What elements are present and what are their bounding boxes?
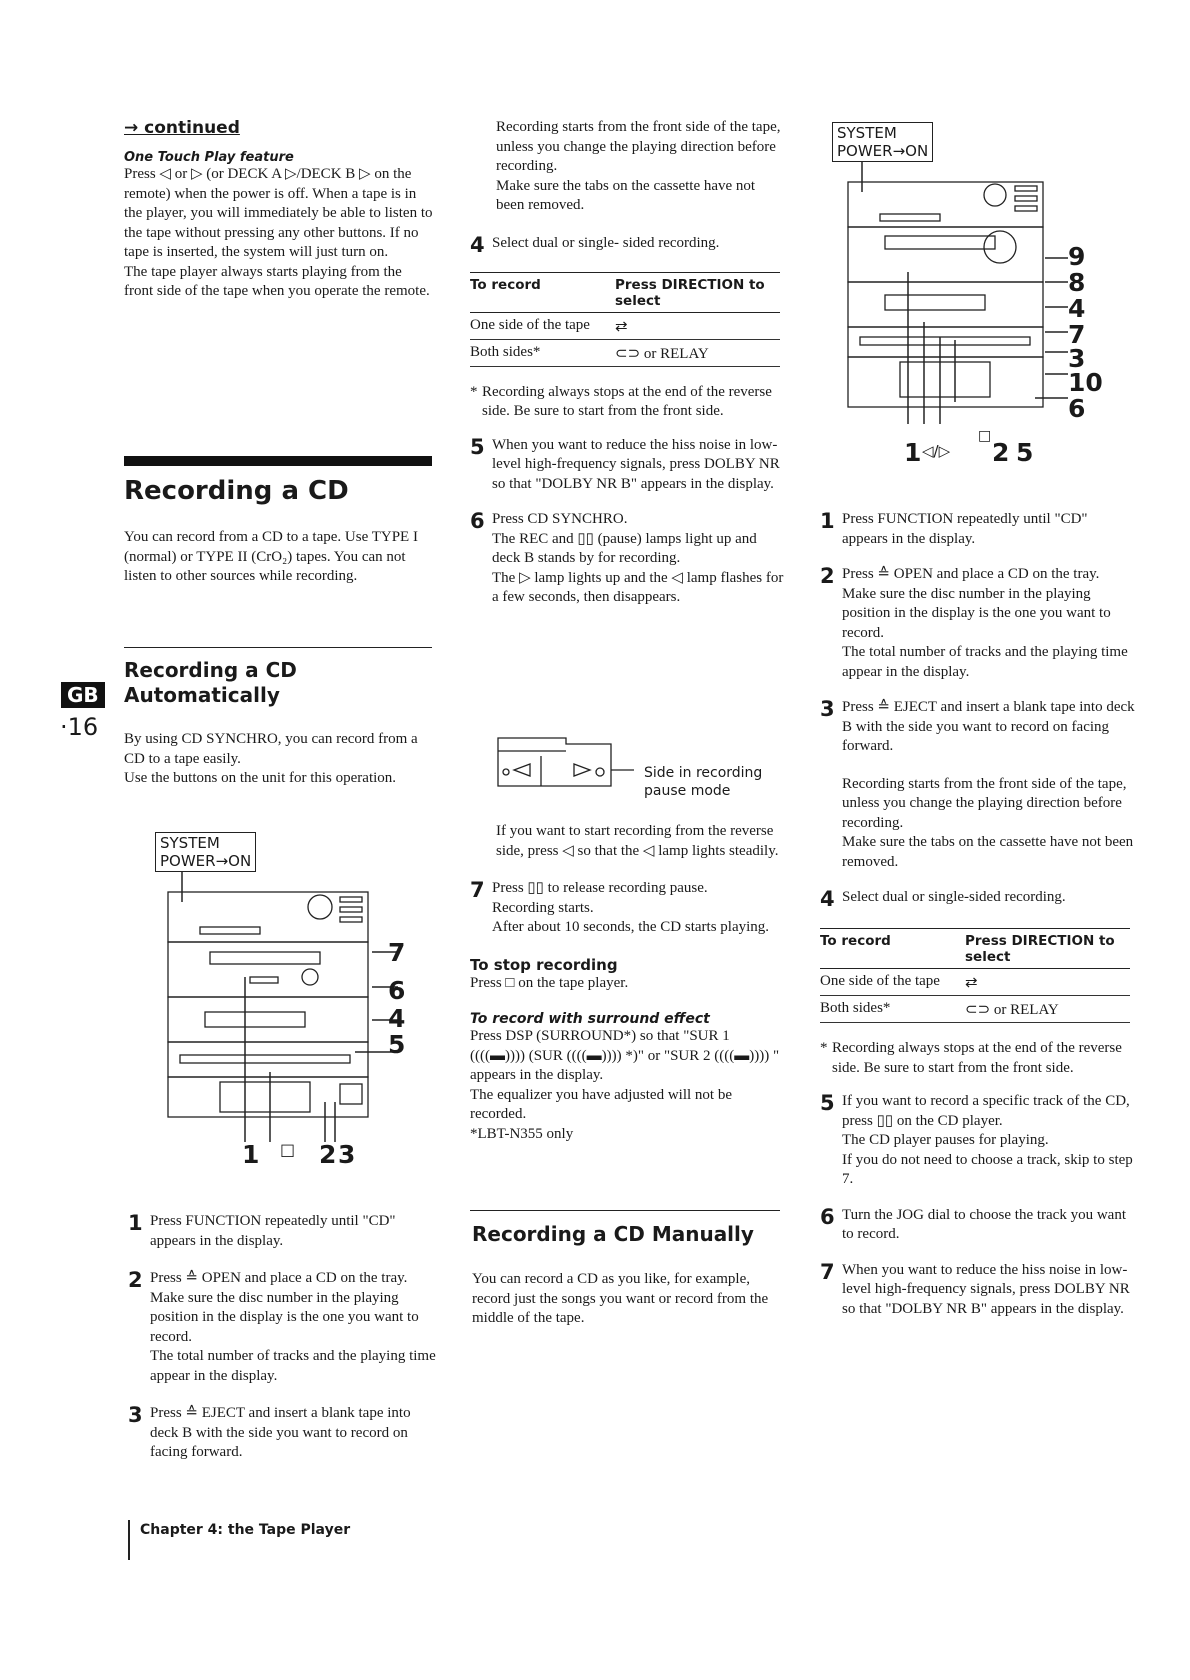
right-step-7 [820,1261,1136,1320]
table-cell: Both sides* [470,339,615,366]
surround-text-3: *LBT-N355 only [470,1125,574,1142]
stereo-unit-figure-left [160,872,420,1152]
page-number: ·16 [60,713,99,741]
middle-step-7 [470,879,786,938]
step-number: 2 [820,564,835,588]
power-on-label: POWER→ON [837,142,929,160]
middle-column [470,118,786,608]
step-extra-2: The ▷ lamp lights up and the ◁ lamp flashes for a few seconds, then disappears. [492,569,784,605]
table-footnote-right: * Recording always stops at the end of the reverse side. Be sure to start from the front side. [820,1039,1136,1078]
callout-3: 3 [338,1140,356,1169]
table-cell: One side of the tape [470,312,615,339]
step-text: Press ≙ OPEN and place a CD on the tray. [842,566,1100,582]
lamp-caption-line-1: Side in recording [644,765,763,781]
step-extra-2: If you do not need to choose a track, skip to step 7. [842,1151,1133,1187]
auto-intro-text-2: Use the buttons on the unit for this operation. [124,770,397,786]
step-text: Press ≙ EJECT and insert a blank tape into deck B with the side you want to record on facing forward. [150,1405,411,1460]
middle-column-lower [470,822,786,1144]
system-label: SYSTEM [160,834,220,852]
continued-label: → continued [124,118,240,138]
section-intro: You can record from a CD to a tape. Use TYPE I (normal) or TYPE II (CrO₂) tapes. You can not listen to other sources while recording. [124,529,418,584]
step-extra: The CD player pauses for playing. [842,1132,1049,1148]
step-text: Select dual or single-sided recording. [842,889,1066,905]
callout-5-right: 5 [1016,438,1034,467]
left-column [124,118,434,302]
lamp-indicator-figure [496,736,646,796]
table-cell: ⇄ [615,312,780,339]
callout-6-right: 6 [1068,394,1086,423]
table-footnote: * Recording always stops at the end of the reverse side. Be sure to start from the front side. [470,383,786,422]
callout-stop: □ [280,1140,296,1159]
footer-chapter: Chapter 4: the Tape Player [140,1522,351,1538]
table-cell: ⇄ [965,969,1130,996]
step-extra-2: The total number of tracks and the playing time appear in the display. [842,644,1128,680]
step-number: 1 [820,509,835,533]
step-text: Press CD SYNCHRO. [492,511,628,527]
system-power-label-right [832,122,933,162]
middle-step-4 [470,234,786,256]
table-header-direction: Press DIRECTION to select [965,929,1130,969]
step-1 [128,1212,438,1251]
callout-9: 9 [1068,242,1086,271]
callout-1-right: 1 [904,438,922,467]
table-cell: ⊂⊃ or RELAY [965,996,1130,1023]
right-step-6 [820,1206,1136,1245]
gb-badge: GB [61,682,105,708]
step-extra-2: Make sure the tabs on the cassette have not been removed. [842,834,1134,870]
step-number: 6 [820,1204,835,1229]
direction-table-right [820,928,1130,1023]
middle-step-6 [470,510,786,608]
right-step-5 [820,1092,1136,1190]
step-text: Press ≙ EJECT and insert a blank tape into deck B with the side you want to record on facing forward. [842,699,1135,754]
surround-title: To record with surround effect [470,1011,710,1027]
callout-direction: ◁/▷ [922,442,951,460]
step-extra-2: The total number of tracks and the playing time appear in the display. [150,1348,436,1384]
footer-rule [128,1520,130,1560]
right-step-3 [820,698,1136,872]
step-number: 5 [820,1091,835,1115]
feature-title: One Touch Play feature [124,150,294,165]
right-column [820,510,1136,1319]
middle-step-5 [470,436,786,495]
step-number: 7 [470,878,485,902]
lamp-caption [644,764,762,800]
table-cell: One side of the tape [820,969,965,996]
right-step-4 [820,888,1136,910]
feature-body-2: The tape player always starts playing from the front side of the tape when you operate the remote. [124,263,430,299]
table-header-record: To record [820,929,965,969]
callout-3-right: 3 [1068,344,1086,373]
section-title: Recording a CD [124,476,349,506]
middle-intro: Recording starts from the front side of the tape, unless you change the playing direction before recording. [496,119,781,174]
step-extra: Make sure the disc number in the playing position in the display is the one you want to record. [842,585,1111,641]
step-number: 6 [470,509,485,533]
callout-8: 8 [1068,268,1086,297]
step-text: Select dual or single- sided recording. [492,234,720,251]
stereo-unit-figure-right [840,162,1070,430]
table-row [470,339,780,366]
step-text: When you want to reduce the hiss noise in low-level high-frequency signals, press DOLBY NR so that "DOLBY NR B" appears in the display. [842,1261,1130,1317]
step-text: Press ▯▯ to release recording pause. [492,880,708,896]
table-row [820,996,1130,1023]
callout-4-right: 4 [1068,294,1086,323]
step-number: 1 [128,1211,143,1235]
step-number: 4 [820,887,835,911]
auto-intro [124,730,424,789]
step-text: Turn the JOG dial to choose the track you want to record. [842,1206,1126,1242]
system-label: SYSTEM [837,124,897,142]
step-number: 2 [128,1268,143,1292]
auto-intro-text: By using CD SYNCHRO, you can record from a CD to a tape easily. [124,731,418,767]
footnote-text: Recording always stops at the end of the reverse side. Be sure to start from the front side. [482,383,772,419]
callout-5: 5 [388,1030,406,1059]
step-2 [128,1269,438,1386]
system-power-label [155,832,256,872]
left-steps [128,1212,438,1463]
manual-title: Recording a CD Manually [472,1222,754,1246]
step-text: Press FUNCTION repeatedly until "CD" appears in the display. [150,1213,396,1249]
table-cell: Both sides* [820,996,965,1023]
step-text: If you want to record a specific track of the CD, press ▯▯ on the CD player. [842,1093,1130,1129]
step-number: 5 [470,434,485,459]
callout-10: 10 [1068,368,1103,397]
stop-recording-title: To stop recording [470,955,618,974]
direction-table [470,272,780,367]
callout-7: 7 [388,938,406,967]
section-rule [124,456,432,466]
step-extra-2: After about 10 seconds, the CD starts playing. [492,919,770,935]
step-text: Press FUNCTION repeatedly until "CD" appears in the display. [842,511,1088,547]
subsection-rule [124,647,432,648]
callout-2-right: 2 [992,438,1010,467]
step-text: When you want to reduce the hiss noise in low-level high-frequency signals, press DOLBY NR so that "DOLBY NR B" appears in the display. [492,436,780,492]
feature-body: Press ◁ or ▷ (or DECK A ▷/DECK B ▷ on the remote) when the power is off. When a tape is in the player, you will immediately be able to listen to the tape without pressing any other buttons. If no tape is inserted, the system will just turn on. [124,166,433,260]
step-extra: Recording starts. [492,899,594,916]
subsection-title: Recording a CD Automatically [124,658,297,707]
right-step-2 [820,565,1136,682]
step-number: 3 [820,697,835,721]
surround-text: Press DSP (SURROUND*) so that "SUR 1 ((((▬)))) (SUR ((((▬)))) *)" or "SUR 2 ((((▬)))) " appears in the display. [470,1028,780,1083]
footnote-text: Recording always stops at the end of the reverse side. Be sure to start from the front side. [832,1040,1122,1076]
step-number: 3 [128,1403,143,1427]
right-step-1 [820,510,1136,549]
middle-intro-2: Make sure the tabs on the cassette have not been removed. [496,177,756,213]
power-on-label: POWER→ON [160,852,252,870]
callout-2: 2 [319,1140,337,1169]
table-row [470,312,780,339]
callout-stop-right: □ [978,428,992,444]
callout-1: 1 [242,1140,260,1169]
lamp-caption-line-2: pause mode [644,783,731,799]
step-extra: Make sure the disc number in the playing position in the display is the one you want to record. [150,1289,419,1345]
stop-recording-text: Press □ on the tape player. [470,974,629,991]
table-cell: ⊂⊃ or RELAY [615,339,780,366]
step-number: 7 [820,1259,835,1284]
manual-intro: You can record a CD as you like, for example, record just the songs you want or record from the middle of the tape. [472,1271,769,1326]
step-extra: Recording starts from the front side of the tape, unless you change the playing direction before recording. [842,775,1127,831]
reverse-note: If you want to start recording from the reverse side, press ◁ so that the ◁ lamp lights steadily. [496,823,779,859]
manual-rule [470,1210,780,1211]
callout-7-right: 7 [1068,320,1086,349]
callout-4: 4 [388,1004,406,1033]
table-header-direction: Press DIRECTION to select [615,272,780,312]
table-header-record: To record [470,272,615,312]
step-number: 4 [470,232,485,257]
table-row [820,969,1130,996]
surround-text-2: The equalizer you have adjusted will not be recorded. [470,1086,732,1122]
step-text: Press ≙ OPEN and place a CD on the tray. [150,1270,408,1286]
callout-6: 6 [388,976,406,1005]
step-3 [128,1404,438,1463]
step-extra: The REC and ▯▯ (pause) lamps light up and deck B stands by for recording. [492,530,757,566]
